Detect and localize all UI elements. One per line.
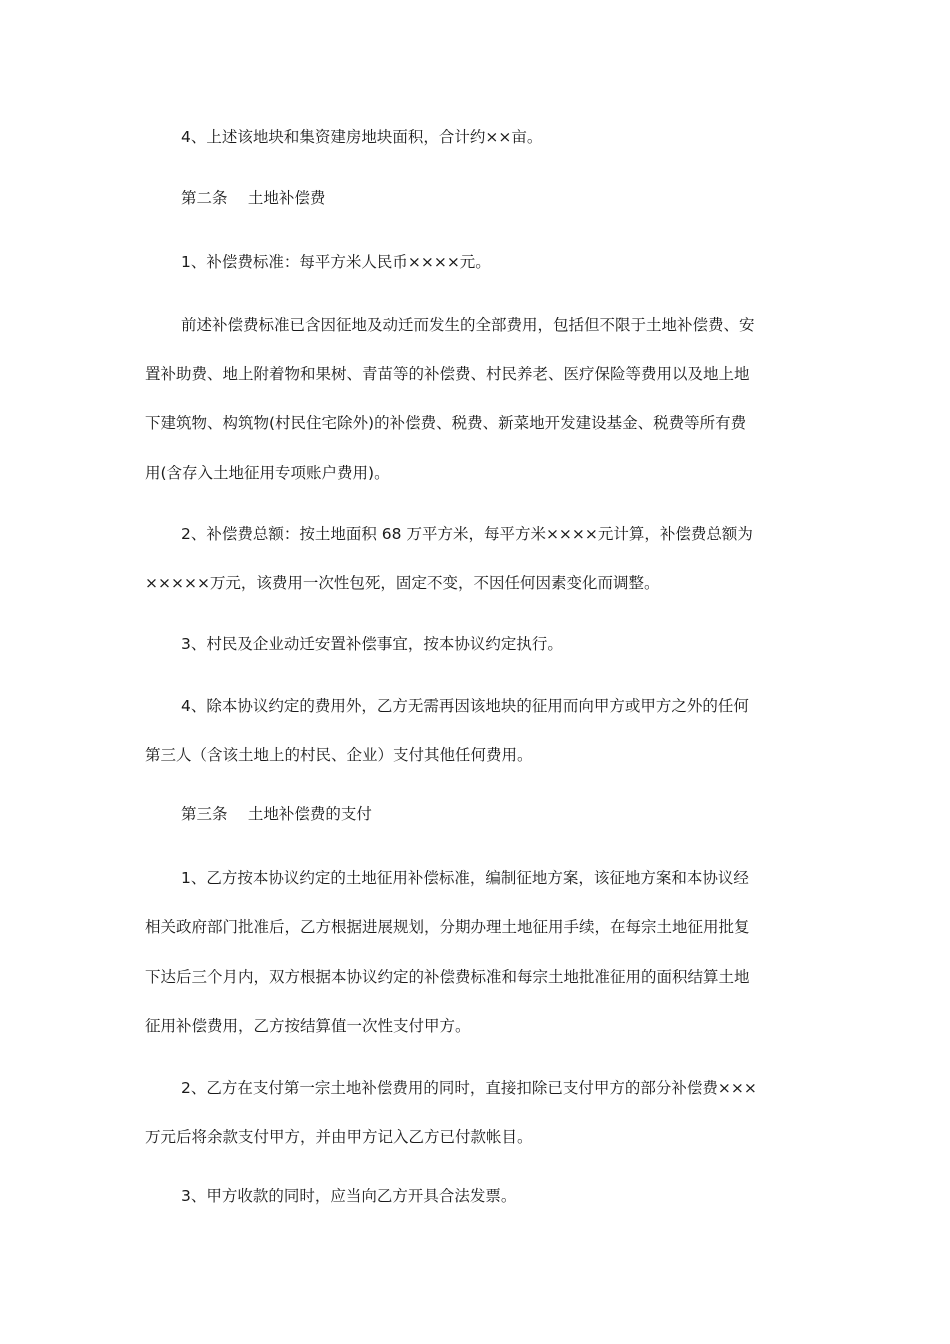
article-3-item-1-line-4: 征用补偿费用，乙方按结算值一次性支付甲方。 <box>145 1017 471 1035</box>
article-2-item-3: 3、村民及企业动迁安置补偿事宜，按本协议约定执行。 <box>181 635 563 653</box>
article-2-note-line-3: 下建筑物、构筑物(村民住宅除外)的补偿费、税费、新菜地开发建设基金、税费等所有费 <box>145 414 747 432</box>
article-3-item-1-line-1: 1、乙方按本协议约定的土地征用补偿标准，编制征地方案，该征地方案和本协议经 <box>181 869 749 887</box>
article-2-note-line-4: 用(含存入土地征用专项账户费用)。 <box>145 464 390 482</box>
article-3-item-1-line-3: 下达后三个月内，双方根据本协议约定的补偿费标准和每宗土地批准征用的面积结算土地 <box>145 968 750 986</box>
article-2-item-4-line-1: 4、除本协议约定的费用外，乙方无需再因该地块的征用而向甲方或甲方之外的任何 <box>181 697 749 715</box>
article-2-item-2-line-2: ×××××万元，该费用一次性包死，固定不变，不因任何因素变化而调整。 <box>145 574 660 592</box>
article-2-item-4-line-2: 第三人（含该土地上的村民、企业）支付其他任何费用。 <box>145 746 533 764</box>
article-2-note-line-2: 置补助费、地上附着物和果树、青苗等的补偿费、村民养老、医疗保险等费用以及地上地 <box>145 365 750 383</box>
article-2-item-1: 1、补偿费标准：每平方米人民币××××元。 <box>181 253 491 271</box>
article-2-heading: 第二条 土地补偿费 <box>181 189 326 207</box>
article-2-item-2-line-1: 2、补偿费总额：按土地面积 68 万平方米，每平方米××××元计算，补偿费总额为 <box>181 525 753 543</box>
article-3-item-3: 3、甲方收款的同时，应当向乙方开具合法发票。 <box>181 1187 517 1205</box>
article-3-item-1-line-2: 相关政府部门批准后，乙方根据进展规划，分期办理土地征用手续，在每宗土地征用批复 <box>145 918 750 936</box>
article-3-item-2-line-2: 万元后将余款支付甲方，并由甲方记入乙方已付款帐目。 <box>145 1128 533 1146</box>
clause-1-item-4: 4、上述该地块和集资建房地块面积，合计约××亩。 <box>181 128 543 146</box>
article-3-item-2-line-1: 2、乙方在支付第一宗土地补偿费用的同时，直接扣除已支付甲方的部分补偿费××× <box>181 1079 757 1097</box>
article-3-heading: 第三条 土地补偿费的支付 <box>181 805 372 823</box>
article-2-note-line-1: 前述补偿费标准已含因征地及动迁而发生的全部费用，包括但不限于土地补偿费、安 <box>181 316 755 334</box>
